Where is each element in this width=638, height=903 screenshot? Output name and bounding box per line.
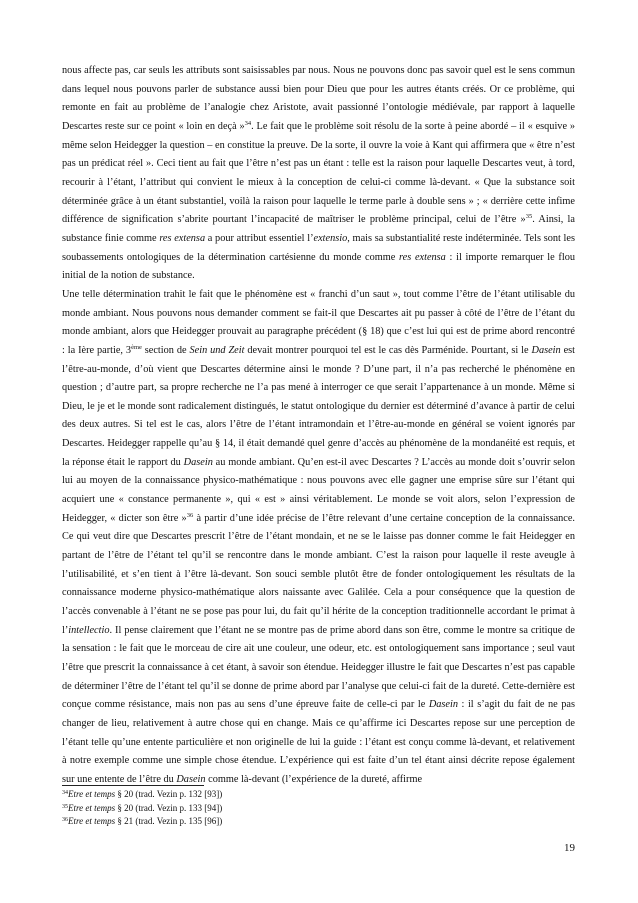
italic-term: Dasein: [183, 456, 213, 468]
footnote-ref-36: 36: [186, 511, 194, 519]
paragraph-2: [62, 286, 575, 790]
footnote-title: Etre et temps: [68, 789, 116, 799]
footnotes: [62, 788, 575, 829]
footnote-number: 35: [62, 803, 68, 810]
italic-term: res extensa: [159, 232, 206, 244]
text-segment: section de: [141, 344, 190, 356]
footnote-36: [62, 815, 575, 829]
text-segment: est l’être-au-monde, d’où vient que Descartes détermine ainsi le monde ? D’une part, il n’a pas recherché le phénomène en question ; d’autre part, sa propre recherche ne l’a pas mené à interroger ce que serait l’appartenance à un monde. Même si Dieu, le je et le monde sont radicalement distingués, le statut ontologique du dernier est déterminé d’avance à partir de celui des deux autres. Si tel est le cas, alors l’être de l’étant intramondain et l’être-au-monde en général se voient ignorés par Descartes. Heidegger rappelle qu’au § 14, il était demandé quel genre d’accès au phénomène de la mondanéité est requis, et la réponse était le rapport du: [62, 344, 576, 468]
text-segment: devait montrer pourquoi tel est le cas dès Parménide. Pourtant, si le: [244, 344, 532, 356]
superscript-eme: ème: [131, 343, 142, 351]
body-text: [62, 62, 575, 790]
footnote-34: [62, 788, 575, 802]
footnote-title: Etre et temps: [68, 802, 116, 813]
page-number: 19: [564, 842, 575, 854]
footnote-ref-34: 34: [244, 119, 252, 127]
text-segment: . Il pense clairement que l’étant ne se montre pas de prime abord dans son être, comme le montre sa critique de la sensation : le fait que le morceau de cire ait une couleur, une odeur, etc. est ontologiquement sans importance ; seul vaut l’être que prescrit la connaissance à cet étant, à savoir son étendue. Heidegger illustre le fait que Descartes n’est pas capable de déterminer l’être de l’étant tel qu’il se donne de prime abord par l’analyse que celui-ci fait de la dureté. Cette-dernière est conçue comme résistance, mais non pas au sens d’une épreuve faite de celle-ci par le: [62, 624, 575, 711]
text-segment: . Le fait que le problème soit résolu de la sorte à peine abordé – il « esquive » même selon Heidegger la question – en constitue la preuve. De la sorte, il ouvre la voie à Kant qui affirmera que « être n’est pas un prédicat réel ». Ceci tient au fait que l’être n’est pas un étant : telle est la raison pour laquelle Descartes veut, à tord, recourir à l’étant, l’attribut qui convient le mieux à la conception de celui-ci comme là-devant. « Que la substance soit déterminée grâce à un étant substantiel, voilà la raison pour laquelle le terme parle à double sens » ; « derrière cette infime différence de signification s’abrite pourtant l’incapacité de maîtriser le problème principal, celui de l’être »: [62, 120, 575, 226]
italic-term: Dasein: [428, 699, 458, 711]
paragraph-1: [62, 62, 575, 286]
footnote-ref-35: 35: [525, 213, 533, 221]
text-segment: , mais sa substantialité reste indéterminée. Tels sont les soubassements ontologiques de la détermination cartésienne du monde comme: [62, 232, 575, 263]
footnote-text: § 21 (trad. Vezin p. 135 [96]): [115, 816, 223, 826]
text-segment: au monde ambiant. Qu’en est-il avec Descartes ? L’accès au monde doit s’ouvrir selon lui au moyen de la connaissance physico-mathématique : nous pouvons avec elle gagner une emprise sûre sur l’étant qui acquiert une « constance permanente », qui « est » ainsi véritablement. Le monde se voit alors, selon l’expression de Heidegger, « dicter son être »: [62, 456, 575, 524]
text-segment: : il s’agit du fait de ne pas changer de lieu, relativement à autre chose qui en change. Mais ce qu’affirme ici Descartes repose sur une perception de l’étant telle qu’une entente particulière et non originelle de lui la guide : l’étant est conçu comme là-devant, et relativement à notre exemple comme une simple chose étendue. L’expérience qui est faite d’un tel étant ainsi décrite repose également sur une entente de l’être du: [62, 699, 575, 785]
footnote-title: Etre et temps: [68, 816, 116, 826]
text-segment: . Ainsi, la substance finie comme: [62, 214, 575, 244]
italic-term: extensio: [313, 232, 348, 244]
italic-term: Sein und Zeit: [189, 344, 245, 356]
text-segment: Une telle détermination trahit le fait que le phénomène est « franchi d’un saut », tout comme l’être de l’étant utilisable du monde ambiant. Nous pouvons nous demander comment se fait-il que Descartes ait pu passer à côté de l’être de l’étant du monde ambiant, alors que Heidegger prouvait au paragraphe précédent (§ 18) que c’est lui qui est de prime abord rencontré : la Ière partie, 3: [62, 288, 575, 356]
footnote-number: 34: [62, 790, 68, 796]
footnote-text: § 20 (trad. Vezin p. 133 [94]): [115, 802, 223, 813]
footnote-text: § 20 (trad. Vezin p. 132 [93]): [115, 789, 223, 799]
text-segment: a pour attribut essentiel l’: [205, 232, 314, 244]
text-segment: : il importe remarquer le flou initial de la notion de substance.: [62, 251, 575, 282]
footnote-35: [62, 802, 575, 816]
text-segment: nous affecte pas, car seuls les attributs sont saisissables par nous. Nous ne pouvons donc pas savoir quel est le sens commun dans lequel nous pouvons parler de substance aussi bien pour Dieu que pour les autres étants créés. Or ce problème, qui remonte en fait au problème de l’analogie chez Aristote, avait passionné l’ontologie médiévale, par rapport à laquelle Descartes reste sur ce point « loin en deçà »: [62, 65, 575, 132]
italic-term: Dasein: [176, 773, 206, 785]
footnote-separator: [62, 785, 204, 786]
italic-term: res extensa: [399, 251, 446, 263]
italic-term: Dasein: [531, 344, 561, 356]
text-segment: comme là-devant (l’expérience de la dureté, affirme: [205, 773, 423, 785]
footnote-number: 36: [62, 817, 68, 823]
text-segment: à partir d’une idée précise de l’être relevant d’une certaine conception de la connaissance. Ce qui veut dire que Descartes prescrit l’être de l’étant mondain, et ne se le laisse pas donner comme le fait Heidegger en partant de l’être de l’étant tel qu’il se rencontre dans le monde ambiant. C’est la raison pour laquelle il reste aveugle à l’utilisabilité, et s’en tient à l’être là-devant. Son souci semble plutôt être de fonder ontologiquement les résultats de la connaissance moderne physico-mathématique alors naissante avec Galilée. Cela a pour conséquence que la question de l’accès convenable à l’étant ne se pose pas pour lui, du fait qu’il hérite de la conception traditionnelle accordant le primat à l’: [62, 512, 576, 636]
italic-term: intellectio: [68, 624, 110, 636]
